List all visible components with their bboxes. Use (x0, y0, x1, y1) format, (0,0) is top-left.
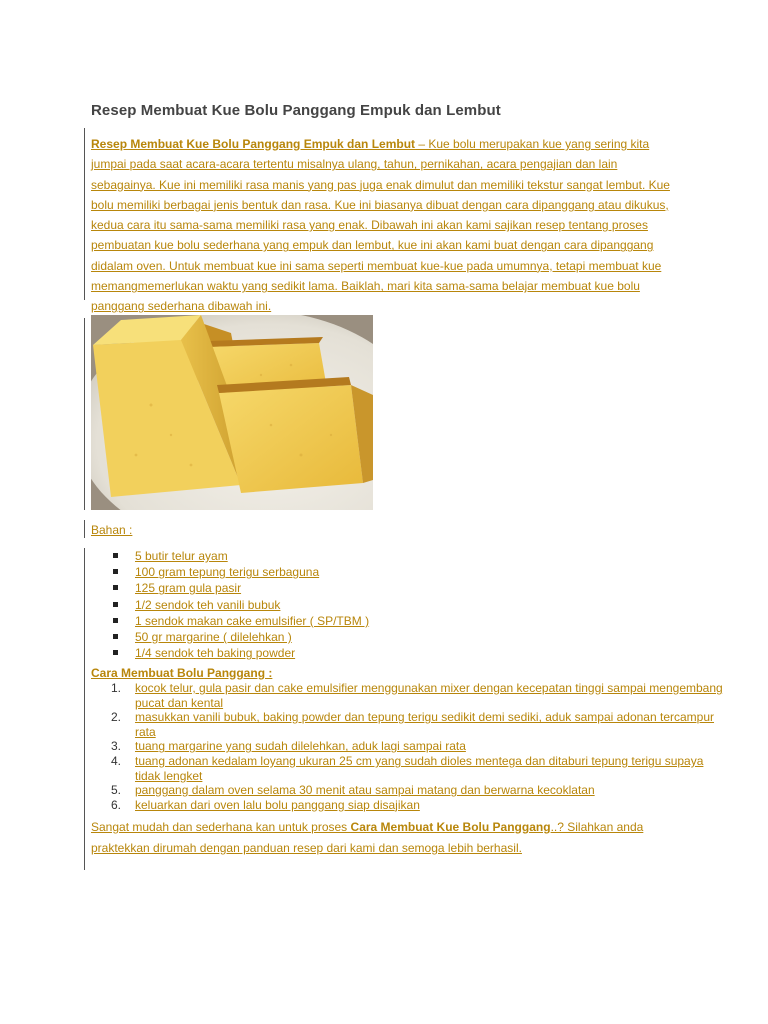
list-item[interactable]: 5 butir telur ayam (135, 548, 369, 564)
list-item (111, 681, 725, 710)
step-number: 1. (111, 681, 122, 695)
left-rule (84, 128, 85, 300)
bahan-label[interactable]: Bahan : (91, 523, 133, 537)
step-number: 2. (111, 710, 122, 725)
closing-text-after[interactable]: ..? Silahkan anda praktekkan dirumah dengan panduan resep dari kami dan semoga lebih berhasil. (91, 820, 644, 855)
step-number: 6. (111, 797, 122, 812)
list-item[interactable]: 1/2 sendok teh vanili bubuk (135, 597, 369, 613)
list-item[interactable]: 125 gram gula pasir (135, 580, 369, 596)
left-rule (84, 548, 85, 870)
steps-list (91, 681, 725, 812)
step-text[interactable]: kocok telur, gula pasir dan cake emulsifier menggunakan mixer dengan kecepatan tinggi sampai mengembang pucat dan kental (135, 681, 723, 710)
bolu-panggang-photo (91, 315, 373, 510)
closing-text-before[interactable]: Sangat mudah dan sederhana kan untuk proses (91, 820, 351, 834)
left-rule (84, 318, 85, 510)
list-item (111, 797, 725, 813)
intro-body-text[interactable]: – Kue bolu merupakan kue yang sering kita jumpai pada saat acara-acara tertentu misalnya ulang, tahun, pernikahan, acara pengajian dan lain sebagainya. Kue ini memiliki rasa manis yang pas juga enak dimulut dan memiliki tekstur sangat lembut. Kue bolu memiliki berbagai jenis bentuk dan rasa. Kue ini biasanya dibuat dengan cara dipanggang atau dikukus, kedua cara itu sama-sama memiliki rasa yang enak. Dibawah ini akan kami sajikan resep tentang proses pembuatan kue bolu sederhana yang empuk dan lembut, kue ini akan kami buat dengan cara dipanggang didalam oven. Untuk membuat kue ini sama seperti membuat kue-kue pada umumnya, tetapi membuat kue memangmemerlukan waktu yang sedikit lama. Baiklah, mari kita sama-sama belajar membuat kue bolu panggang sederhana dibawah ini. (91, 137, 670, 314)
step-text[interactable]: panggang dalam oven selama 30 menit atau sampai matang dan berwarna kecoklatan (135, 783, 595, 798)
list-item[interactable]: 50 gr margarine ( dilelehkan ) (135, 629, 369, 645)
list-item[interactable]: 1/4 sendok teh baking powder (135, 645, 369, 661)
step-text[interactable]: masukkan vanili bubuk, baking powder dan tepung terigu sedikit demi sediki, aduk sampai adonan tercampur rata (135, 710, 715, 739)
step-text[interactable]: tuang adonan kedalam loyang ukuran 25 cm yang sudah dioles mentega dan ditaburi tepung terigu supaya tidak lengket (135, 753, 704, 783)
step-number: 4. (111, 753, 122, 768)
intro-lead-link[interactable]: Resep Membuat Kue Bolu Panggang Empuk dan Lembut (91, 137, 416, 151)
intro-paragraph (91, 134, 681, 317)
list-item (111, 710, 725, 739)
list-item (111, 783, 725, 798)
list-item (111, 753, 725, 783)
left-rule (84, 520, 85, 538)
step-text[interactable]: tuang margarine yang sudah dilelehkan, aduk lagi sampai rata (135, 739, 466, 754)
list-item[interactable]: 100 gram tepung terigu serbaguna (135, 564, 369, 580)
list-item (111, 739, 725, 754)
closing-bold-link[interactable]: Cara Membuat Kue Bolu Panggang (350, 820, 551, 834)
ingredients-list (91, 548, 369, 661)
page-title: Resep Membuat Kue Bolu Panggang Empuk dan Lembut (91, 102, 501, 119)
cara-title[interactable]: Cara Membuat Bolu Panggang : (91, 666, 273, 680)
step-number: 3. (111, 739, 122, 754)
list-item[interactable]: 1 sendok makan cake emulsifier ( SP/TBM ) (135, 613, 370, 628)
closing-paragraph (91, 817, 681, 859)
step-number: 5. (111, 783, 122, 798)
step-text[interactable]: keluarkan dari oven lalu bolu panggang siap disajikan (135, 797, 420, 812)
